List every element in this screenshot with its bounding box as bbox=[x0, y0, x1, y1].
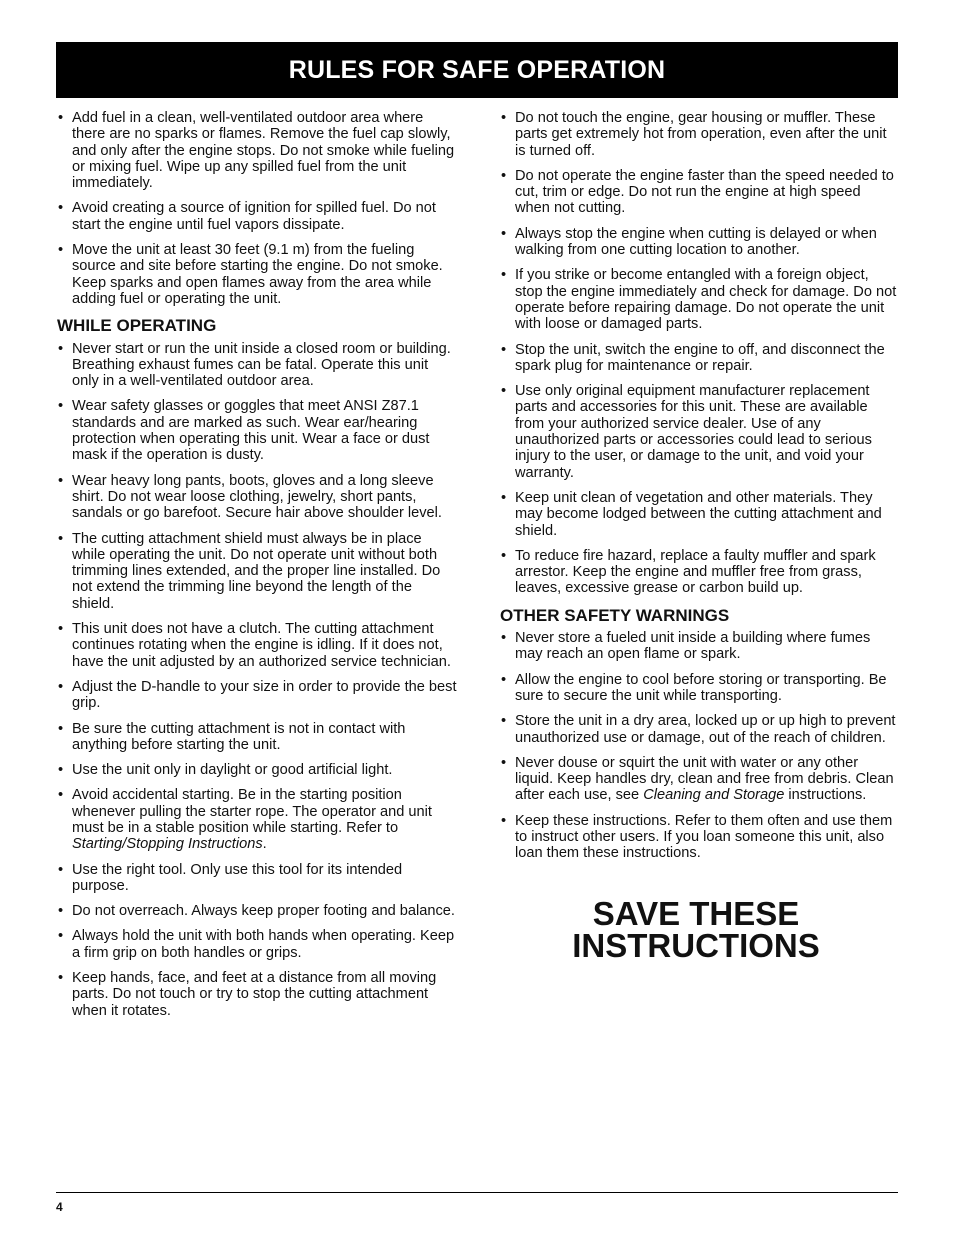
while-operating-list bbox=[56, 341, 458, 1019]
section-reference: Starting/Stopping Instructions bbox=[72, 836, 263, 853]
operating-safety-list bbox=[499, 110, 899, 597]
item-text: Avoid accidental starting. Be in the starting position whenever pulling the starter rope. The operator and unit must be in a stable position while starting. Refer to bbox=[72, 787, 432, 836]
list-item: • Move the unit at least 30 feet (9.1 m) from the fueling source and site before starting the engine. Do not smoke. Keep sparks and open flames away from the area while adding fuel or operating the unit. bbox=[56, 242, 458, 307]
save-line-2: INSTRUCTIONS bbox=[572, 926, 820, 964]
list-item: • Use the right tool. Only use this tool for its intended purpose. bbox=[56, 862, 458, 895]
list-item: • This unit does not have a clutch. The cutting attachment continues rotating when the engine is idling. If it does not, have the unit adjusted by an authorized service technician. bbox=[56, 621, 458, 670]
list-item: • Add fuel in a clean, well-ventilated outdoor area where there are no sparks or flames. Remove the fuel cap slowly, and only after the engine stops. Do not smoke while fueling or mixing fuel. Wipe up any spilled fuel from the unit immediately. bbox=[56, 110, 458, 191]
list-item: • If you strike or become entangled with a foreign object, stop the engine immediately and check for damage. Do not operate before repairing damage. Do not operate the unit with loose or damaged parts. bbox=[499, 267, 899, 332]
list-item: • To reduce fire hazard, replace a faulty muffler and spark arrestor. Keep the engine and muffler free from grass, leaves, excessive grease or carbon build up. bbox=[499, 548, 899, 597]
page-number: 4 bbox=[56, 1200, 63, 1214]
left-column bbox=[56, 110, 458, 1028]
page-title: RULES FOR SAFE OPERATION bbox=[288, 55, 666, 84]
save-instructions-callout bbox=[499, 894, 899, 964]
list-item: • The cutting attachment shield must always be in place while operating the unit. Do not operate unit without both trimming lines extended, and the proper line installed. Do not extend the trimming line beyond the length of the shield. bbox=[56, 531, 458, 612]
list-item: • Do not overreach. Always keep proper footing and balance. bbox=[56, 903, 458, 919]
while-operating-heading: WHILE OPERATING bbox=[57, 316, 217, 336]
list-item: • Wear heavy long pants, boots, gloves and a long sleeve shirt. Do not wear loose clothing, jewelry, short pants, sandals or go barefoot. Secure hair above shoulder level. bbox=[56, 473, 458, 522]
list-item: • Never store a fueled unit inside a building where fumes may reach an open flame or spark. bbox=[499, 630, 899, 663]
list-item: • Keep these instructions. Refer to them often and use them to instruct other users. If you loan someone this unit, also loan them these instructions. bbox=[499, 813, 899, 862]
list-item: • Allow the engine to cool before storing or transporting. Be sure to secure the unit while transporting. bbox=[499, 672, 899, 705]
list-item: • Adjust the D-handle to your size in order to provide the best grip. bbox=[56, 679, 458, 712]
list-item: • Be sure the cutting attachment is not in contact with anything before starting the unit. bbox=[56, 721, 458, 754]
list-item: • Keep unit clean of vegetation and other materials. They may become lodged between the cutting attachment and shield. bbox=[499, 490, 899, 539]
list-item: • Keep hands, face, and feet at a distance from all moving parts. Do not touch or try to stop the cutting attachment when it rotates. bbox=[56, 970, 458, 1019]
fuel-safety-list bbox=[56, 110, 458, 307]
list-item bbox=[56, 787, 458, 852]
list-item: • Store the unit in a dry area, locked up or up high to prevent unauthorized use or damage, out of the reach of children. bbox=[499, 713, 899, 746]
section-reference: Cleaning and Storage bbox=[643, 787, 785, 804]
list-item: • Never start or run the unit inside a closed room or building. Breathing exhaust fumes can be fatal. Operate this unit only in a well-ventilated outdoor area. bbox=[56, 341, 458, 390]
list-item: • Always hold the unit with both hands when operating. Keep a firm grip on both handles or grips. bbox=[56, 928, 458, 961]
list-item: • Do not operate the engine faster than the speed needed to cut, trim or edge. Do not run the engine at high speed when not cutting. bbox=[499, 168, 899, 217]
list-item: • Use the unit only in daylight or good artificial light. bbox=[56, 762, 458, 778]
right-column bbox=[499, 110, 899, 962]
list-item: • Always stop the engine when cutting is delayed or when walking from one cutting location to another. bbox=[499, 226, 899, 259]
footer-divider bbox=[56, 1192, 898, 1193]
list-item: • Wear safety glasses or goggles that meet ANSI Z87.1 standards and are marked as such. Wear ear/hearing protection when operating this unit. Wear a face or dust mask if the operation is dusty. bbox=[56, 398, 458, 463]
list-item: • Use only original equipment manufacturer replacement parts and accessories for this unit. These are available from your authorized service dealer. Use of any unauthorized parts or accessories could lead to serious injury to the user, or damage to the unit, and void your warranty. bbox=[499, 383, 899, 481]
item-end: instructions. bbox=[784, 787, 867, 804]
item-text: Never douse or squirt the unit with water or any other liquid. Keep handles dry, clean and free from debris. Clean after each use, see bbox=[515, 754, 894, 804]
other-safety-list bbox=[499, 630, 899, 862]
save-line-1: SAVE THESE bbox=[592, 894, 800, 932]
list-item bbox=[499, 755, 899, 804]
list-item: • Do not touch the engine, gear housing or muffler. These parts get extremely hot from operation, even after the unit is turned off. bbox=[499, 110, 899, 159]
other-safety-warnings-heading: OTHER SAFETY WARNINGS bbox=[500, 605, 730, 625]
list-item: • Stop the unit, switch the engine to off, and disconnect the spark plug for maintenance or repair. bbox=[499, 342, 899, 375]
list-item: • Avoid creating a source of ignition for spilled fuel. Do not start the engine until fuel vapors dissipate. bbox=[56, 200, 458, 233]
item-end: . bbox=[262, 836, 267, 853]
section-banner bbox=[56, 42, 898, 98]
